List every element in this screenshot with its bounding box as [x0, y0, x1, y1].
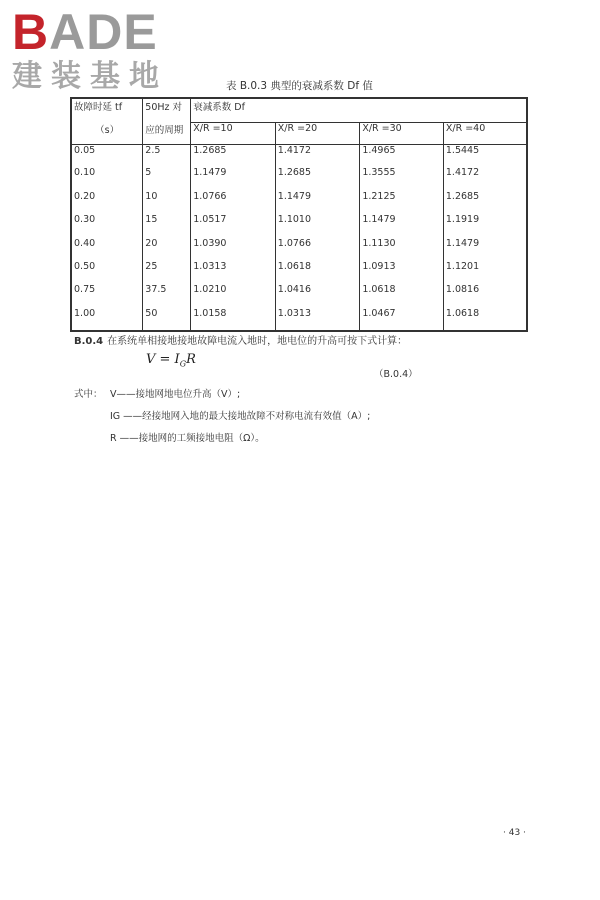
table-cell: 15	[143, 214, 191, 237]
header-xr-40: X/R =40	[443, 122, 527, 144]
table-cell: 5	[143, 167, 191, 190]
table-row	[71, 284, 527, 307]
table-cell: 50	[143, 308, 191, 331]
table-cell: 1.0913	[360, 261, 444, 284]
legend-item-r: R ——接地网的工频接地电阻（Ω）。	[110, 433, 265, 444]
logo-accent-letter: B	[12, 4, 50, 60]
table-cell: 1.4965	[360, 144, 444, 167]
table-cell: 1.4172	[275, 144, 360, 167]
header-fault-delay: 故障时延 tf	[71, 98, 143, 122]
table-row	[71, 261, 527, 284]
table-cell: 1.0618	[275, 261, 360, 284]
table-cell: 10	[143, 191, 191, 214]
table-cell: 1.1201	[443, 261, 527, 284]
table-cell: 1.0517	[191, 214, 276, 237]
legend-item-ig: IG ——经接地网入地的最大接地故障不对称电流有效值（A）;	[110, 411, 371, 422]
formula	[146, 352, 196, 369]
formula-number: （B.0.4）	[374, 369, 418, 380]
table-header-row-2	[71, 122, 527, 144]
brand-logo	[8, 4, 178, 96]
logo-rest-letters: ADE	[49, 4, 158, 60]
table-cell: 1.0390	[191, 238, 276, 261]
table-cell: 0.50	[71, 261, 143, 284]
clause-number: B.0.4	[74, 336, 104, 347]
table-header-row-1	[71, 98, 527, 122]
table-cell: 37.5	[143, 284, 191, 307]
table-cell: 1.2125	[360, 191, 444, 214]
table-row	[71, 191, 527, 214]
legend-item-v: V——接地网地电位升高（V）;	[110, 389, 241, 400]
table-cell: 0.20	[71, 191, 143, 214]
header-xr-10: X/R =10	[191, 122, 276, 144]
table-cell: 0.30	[71, 214, 143, 237]
table-body	[71, 144, 527, 331]
table-cell: 20	[143, 238, 191, 261]
header-xr-20: X/R =20	[275, 122, 360, 144]
table-cell: 25	[143, 261, 191, 284]
table-row	[71, 214, 527, 237]
header-period: 50Hz 对	[143, 98, 191, 122]
table-cell: 0.40	[71, 238, 143, 261]
page-number: · 43 ·	[503, 828, 526, 838]
table-row	[71, 308, 527, 331]
table-row	[71, 144, 527, 167]
clause-paragraph	[74, 332, 407, 347]
table-cell: 1.0158	[191, 308, 276, 331]
table-cell: 1.3555	[360, 167, 444, 190]
table-cell: 1.4172	[443, 167, 527, 190]
table-cell: 1.0618	[360, 284, 444, 307]
table-cell: 1.1479	[360, 214, 444, 237]
header-xr-30: X/R =30	[360, 122, 444, 144]
legend-intro: 式中：	[74, 389, 103, 400]
header-decrement-factor: 衰减系数 Df	[191, 98, 527, 122]
table-cell: 1.1479	[443, 238, 527, 261]
logo-subtitle: 建装基地	[12, 59, 168, 94]
logo-wordmark	[12, 4, 158, 60]
table-row	[71, 238, 527, 261]
table-cell: 1.00	[71, 308, 143, 331]
table-cell: 1.1479	[275, 191, 360, 214]
table-cell: 1.0313	[275, 308, 360, 331]
table-cell: 1.2685	[443, 191, 527, 214]
clause-text: 在系统单相接地接地故障电流入地时，地电位的升高可按下式计算：	[107, 336, 408, 347]
header-fault-delay-unit: （s）	[71, 122, 143, 144]
table-cell: 0.10	[71, 167, 143, 190]
header-period-line2: 应的周期	[143, 122, 191, 144]
table-cell: 1.0416	[275, 284, 360, 307]
table-cell: 1.2685	[275, 167, 360, 190]
formula-rhs: R	[186, 352, 196, 367]
table-cell: 1.1919	[443, 214, 527, 237]
formula-lhs: V = I	[146, 352, 180, 367]
table-row	[71, 167, 527, 190]
table-cell: 1.2685	[191, 144, 276, 167]
table-cell: 1.0210	[191, 284, 276, 307]
table-cell: 0.05	[71, 144, 143, 167]
table-cell: 1.1010	[275, 214, 360, 237]
table-cell: 0.75	[71, 284, 143, 307]
table-cell: 1.0313	[191, 261, 276, 284]
table-cell: 1.0618	[443, 308, 527, 331]
table-cell: 1.1130	[360, 238, 444, 261]
table-cell: 1.0766	[191, 191, 276, 214]
formula-subscript: G	[179, 359, 187, 369]
table-cell: 1.1479	[191, 167, 276, 190]
table-cell: 1.0816	[443, 284, 527, 307]
table-title: 表 B.0.3 典型的衰减系数 Df 值	[226, 80, 373, 92]
table-cell: 2.5	[143, 144, 191, 167]
attenuation-table	[70, 97, 528, 332]
table-cell: 1.5445	[443, 144, 527, 167]
table-cell: 1.0467	[360, 308, 444, 331]
table-cell: 1.0766	[275, 238, 360, 261]
